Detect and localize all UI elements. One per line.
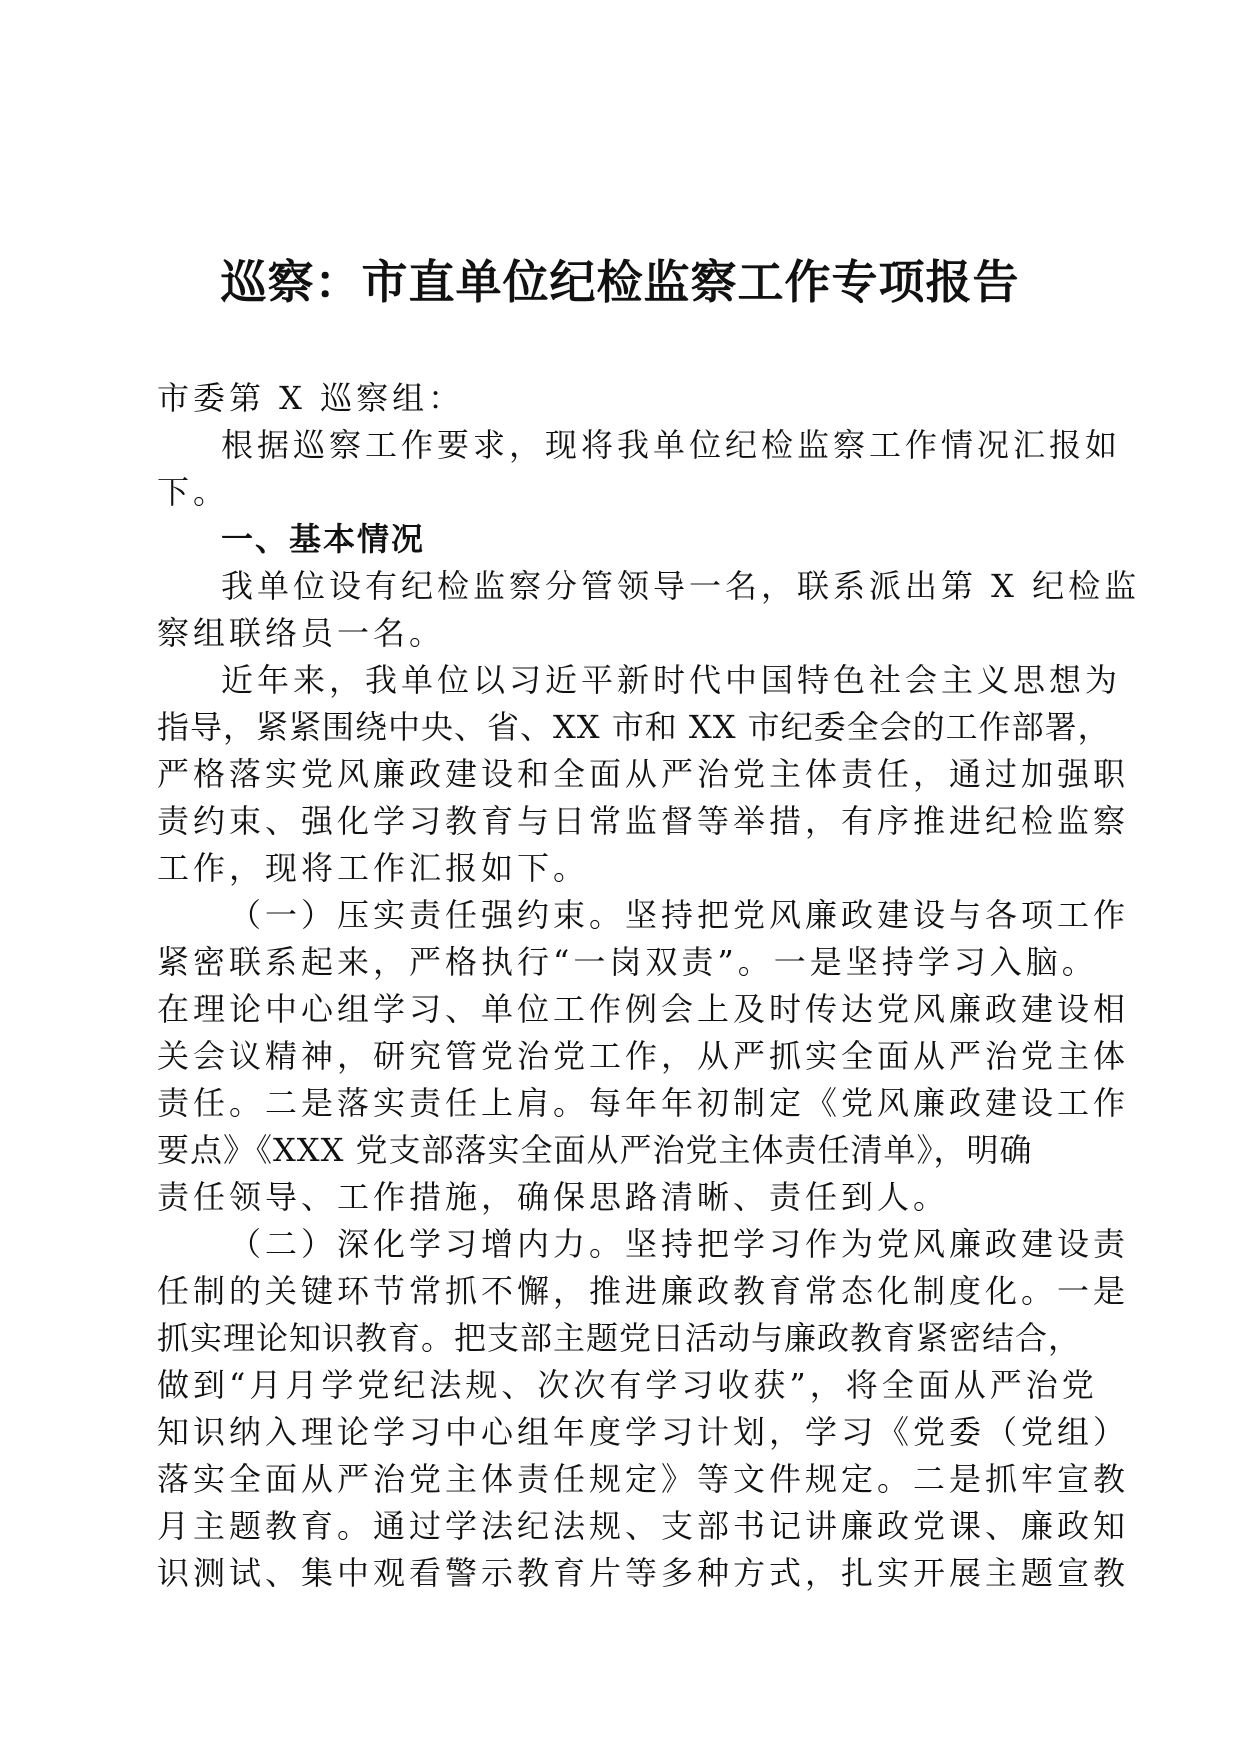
subsection-line: （一）压实责任强约束。坚持把党风廉政建设与各项工作	[229, 896, 1130, 934]
paragraph-line: 关会议精神，研究管党治党工作，从严抓实全面从严治党主体	[157, 1037, 1130, 1075]
paragraph-line: 责约束、强化学习教育与日常监督等举措，有序推进纪检监察	[157, 802, 1130, 840]
subsection-line: （二）深化学习增内力。坚持把学习作为党风廉政建设责	[229, 1225, 1130, 1263]
document-body	[157, 375, 1141, 1597]
paragraph-line: 近年来，我单位以习近平新时代中国特色社会主义思想为	[221, 661, 1122, 699]
paragraph-line: 责任。二是落实责任上肩。每年年初制定《党风廉政建设工作	[157, 1084, 1130, 1122]
salutation: 市委第 X 巡察组：	[157, 379, 465, 417]
paragraph-line: 识测试、集中观看警示教育片等多种方式，扎实开展主题宣教	[157, 1554, 1130, 1592]
paragraph-line: 任制的关键环节常抓不懈，推进廉政教育常态化制度化。一是	[157, 1272, 1130, 1310]
paragraph-line: 工作，现将工作汇报如下。	[157, 849, 590, 887]
paragraph-line: 抓实理论知识教育。把支部主题党日活动与廉政教育紧密结合，	[157, 1319, 1082, 1357]
paragraph-line: 做到“月月学党纪法规、次次有学习收获”，将全面从严治党	[157, 1366, 1098, 1404]
document-title: 巡察：市直单位纪检监察工作专项报告	[220, 255, 1020, 309]
section-heading: 一、基本情况	[221, 520, 426, 558]
paragraph-line: 我单位设有纪检监察分管领导一名，联系派出第 X 纪检监	[221, 567, 1141, 605]
paragraph-line: 根据巡察工作要求，现将我单位纪检监察工作情况汇报如	[221, 426, 1122, 464]
paragraph-line: 紧密联系起来，严格执行“一岗双责”。一是坚持学习入脑。	[157, 943, 1098, 981]
paragraph-line: 严格落实党风廉政建设和全面从严治党主体责任，通过加强职	[157, 755, 1130, 793]
paragraph-line: 在理论中心组学习、单位工作例会上及时传达党风廉政建设相	[157, 990, 1130, 1028]
paragraph-line: 要点》《XXX 党支部落实全面从严治党主体责任清单》，明确	[157, 1131, 1033, 1169]
paragraph-line: 责任领导、工作措施，确保思路清晰、责任到人。	[157, 1178, 950, 1216]
paragraph-line: 察组联络员一名。	[157, 614, 446, 652]
paragraph-line: 下。	[157, 473, 230, 511]
paragraph-line: 落实全面从严治党主体责任规定》等文件规定。二是抓牢宣教	[157, 1460, 1130, 1498]
paragraph-line: 指导，紧紧围绕中央、省、XX 市和 XX 市纪委全会的工作部署，	[157, 708, 1111, 746]
paragraph-line: 月主题教育。通过学法纪法规、支部书记讲廉政党课、廉政知	[157, 1507, 1130, 1545]
paragraph-line: 知识纳入理论学习中心组年度学习计划，学习《党委（党组）	[157, 1413, 1130, 1451]
